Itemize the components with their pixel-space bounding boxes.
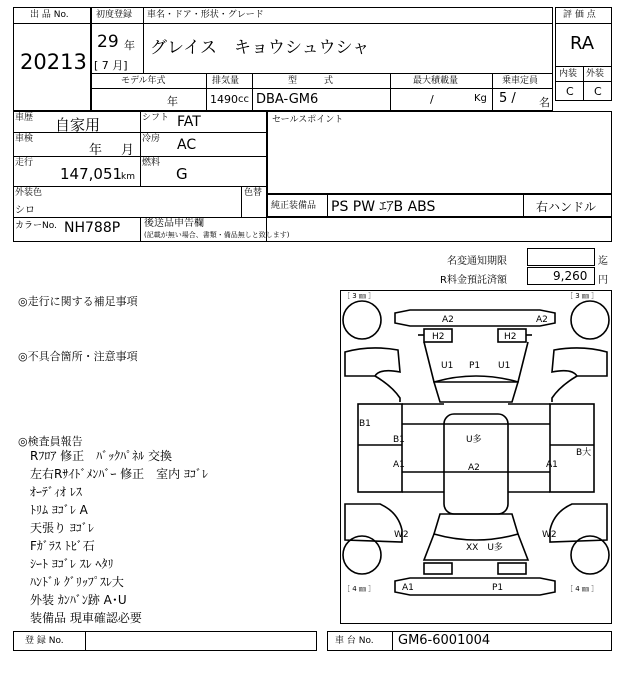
- damage-mark: A1: [546, 460, 558, 470]
- inspector-line: Fｶﾞﾗｽ ﾄﾋﾞ石: [30, 539, 95, 553]
- inspector-line: 左右Rｻｲﾄﾞﾒﾝﾊﾞｰ 修正 室内 ﾖｺﾞﾚ: [30, 467, 208, 481]
- grade: RA: [570, 33, 595, 54]
- notice-value-box: [527, 248, 595, 266]
- damage-mark: B1: [393, 435, 405, 445]
- rear-fender-right: [550, 504, 607, 542]
- notice-unit: 迄: [598, 256, 608, 267]
- inspection-label: 車検: [15, 134, 34, 144]
- recycle-unit: 円: [598, 275, 608, 286]
- mileage-label: 走行: [15, 158, 34, 168]
- max-load: /: [430, 93, 434, 106]
- model-year-unit: 年: [167, 95, 178, 108]
- inspector-line: 外装 ｶﾝﾊﾞﾝ跡 A･U: [30, 593, 127, 607]
- fuel-label: 燃料: [142, 158, 161, 168]
- chassis-number: GM6-6001004: [398, 633, 491, 648]
- year-unit: 年: [124, 39, 135, 52]
- inspector-report-title: ◎検査員報告: [18, 435, 83, 448]
- capacity-unit: 名: [539, 96, 550, 109]
- damage-mark: A1: [402, 583, 414, 593]
- car-name-label: 車名・ドア・形状・グレード: [147, 10, 264, 20]
- interior-label: 内装: [559, 69, 578, 79]
- tire-front-left: [343, 301, 381, 339]
- steering: 右ハンドル: [536, 200, 597, 214]
- ac: AC: [177, 137, 197, 153]
- defects-notes-title: ◎不具合箇所・注意事項: [18, 350, 138, 363]
- displacement-label: 排気量: [212, 76, 240, 86]
- diagram-frame: [341, 291, 612, 624]
- lot-number: 20213: [20, 50, 87, 74]
- color-change-label: 色替: [244, 188, 263, 198]
- front-fender-right: [552, 348, 607, 376]
- damage-mark: U多: [466, 435, 482, 445]
- damage-mark: A1: [393, 460, 405, 470]
- inspector-line: ﾄﾘﾑ ﾖｺﾞﾚ A: [30, 503, 88, 517]
- equipment-label: 純正装備品: [271, 201, 317, 211]
- tire-depth-label: ［ 4 ㎜ ］: [566, 585, 599, 593]
- mileage: 147,051: [60, 165, 123, 183]
- exterior-color-label: 外装色: [15, 188, 43, 198]
- inspector-line: ｵｰﾃﾞｨｵ ﾚｽ: [30, 485, 82, 499]
- equipment: PS PW ｴｱB ABS: [331, 199, 436, 215]
- inspector-line: 天張り ﾖｺﾞﾚ: [30, 521, 94, 535]
- front-fender-left: [345, 348, 400, 376]
- color-no: NH788P: [64, 220, 121, 236]
- capacity: 5 /: [499, 91, 516, 106]
- color-no-label: カラーNo.: [15, 221, 57, 231]
- car-name: グレイス キョウシュウシャ: [150, 38, 370, 58]
- model-year-label: モデル年式: [121, 76, 166, 86]
- damage-mark: W2: [542, 530, 557, 540]
- chassis-label: 車 台 No.: [335, 636, 374, 646]
- damage-mark: P1: [469, 361, 481, 371]
- max-load-label: 最大積載量: [413, 76, 459, 86]
- first-registration-month: [ 7 月]: [94, 59, 128, 72]
- exterior-grade: C: [594, 85, 602, 98]
- grade-label: 評 価 点: [563, 10, 596, 20]
- rear-light-right: [498, 563, 526, 574]
- max-load-unit: Kg: [474, 93, 487, 104]
- damage-mark: H2: [504, 332, 517, 342]
- model-code-label: 型 式: [288, 76, 334, 86]
- sales-point-label: セールスポイント: [272, 115, 344, 125]
- recycle-label: R料金預託済額: [440, 275, 507, 286]
- notice-label: 名変通知期限: [447, 256, 507, 267]
- damage-mark: U1: [498, 361, 511, 371]
- tire-depth-label: ［ 3 ㎜ ］: [343, 292, 376, 300]
- ac-label: 冷房: [142, 134, 161, 144]
- tire-depth-label: ［ 3 ㎜ ］: [566, 292, 599, 300]
- model-code: DBA-GM6: [256, 92, 319, 107]
- damage-mark: H2: [432, 332, 445, 342]
- inspector-line: Rﾌﾛｱ 修正 ﾊﾞｯｸﾊﾟﾈﾙ 交換: [30, 449, 172, 463]
- tire-front-right: [571, 301, 609, 339]
- damage-mark: A2: [442, 315, 454, 325]
- damage-mark: B1: [359, 419, 371, 429]
- interior-grade: C: [566, 85, 574, 98]
- damage-mark: A2: [536, 315, 548, 325]
- shift: FAT: [177, 114, 201, 130]
- history-label: 車歴: [15, 113, 34, 123]
- capacity-label: 乗車定員: [502, 76, 539, 86]
- lot-number-label: 出 品 No.: [30, 10, 69, 20]
- damage-mark: P1: [492, 583, 504, 593]
- windshield: [434, 376, 518, 402]
- history: 自家用: [55, 116, 101, 134]
- inspector-line: ｼｰﾄ ﾖｺﾞﾚ ｽﾚ ﾍﾀﾘ: [30, 557, 114, 571]
- shift-label: シフト: [142, 113, 170, 123]
- exterior-label: 外装: [586, 69, 605, 79]
- inspection-month: 月: [121, 143, 135, 158]
- first-registration-year: 29: [97, 32, 119, 52]
- body-left: [358, 404, 402, 492]
- post-report-note: (記載が無い場合、書類・備品無しと致します): [144, 231, 290, 239]
- damage-mark: XX U多: [466, 543, 503, 553]
- registration-label: 登 録 No.: [25, 636, 64, 646]
- inspector-line: 装備品 現車確認必要: [30, 611, 142, 625]
- damage-mark: A2: [468, 463, 480, 473]
- rear-window: [434, 514, 518, 540]
- rear-bumper: [395, 578, 555, 595]
- inspection-year: 年: [89, 143, 103, 158]
- exterior-color: シロ: [15, 205, 35, 216]
- post-report-label: 後送品申告欄: [144, 218, 204, 229]
- tire-depth-label: ［ 4 ㎜ ］: [343, 585, 376, 593]
- damage-diagram: [340, 290, 612, 624]
- damage-mark: W2: [394, 530, 409, 540]
- inspector-line: ﾊﾝﾄﾞﾙ ｸﾞﾘｯﾌﾟｽﾚ大: [30, 575, 124, 589]
- recycle-amount: 9,260: [553, 269, 588, 283]
- damage-mark: B大: [576, 448, 592, 458]
- displacement: 1490: [210, 93, 238, 106]
- driving-notes-title: ◎走行に関する補足事項: [18, 295, 138, 308]
- rear-light-left: [424, 563, 452, 574]
- mileage-unit: km: [121, 172, 135, 182]
- front-bumper: [395, 310, 555, 326]
- displacement-unit: cc: [238, 94, 249, 105]
- fuel: G: [176, 165, 188, 183]
- damage-mark: U1: [441, 361, 454, 371]
- first-registration-label: 初度登録: [96, 10, 133, 20]
